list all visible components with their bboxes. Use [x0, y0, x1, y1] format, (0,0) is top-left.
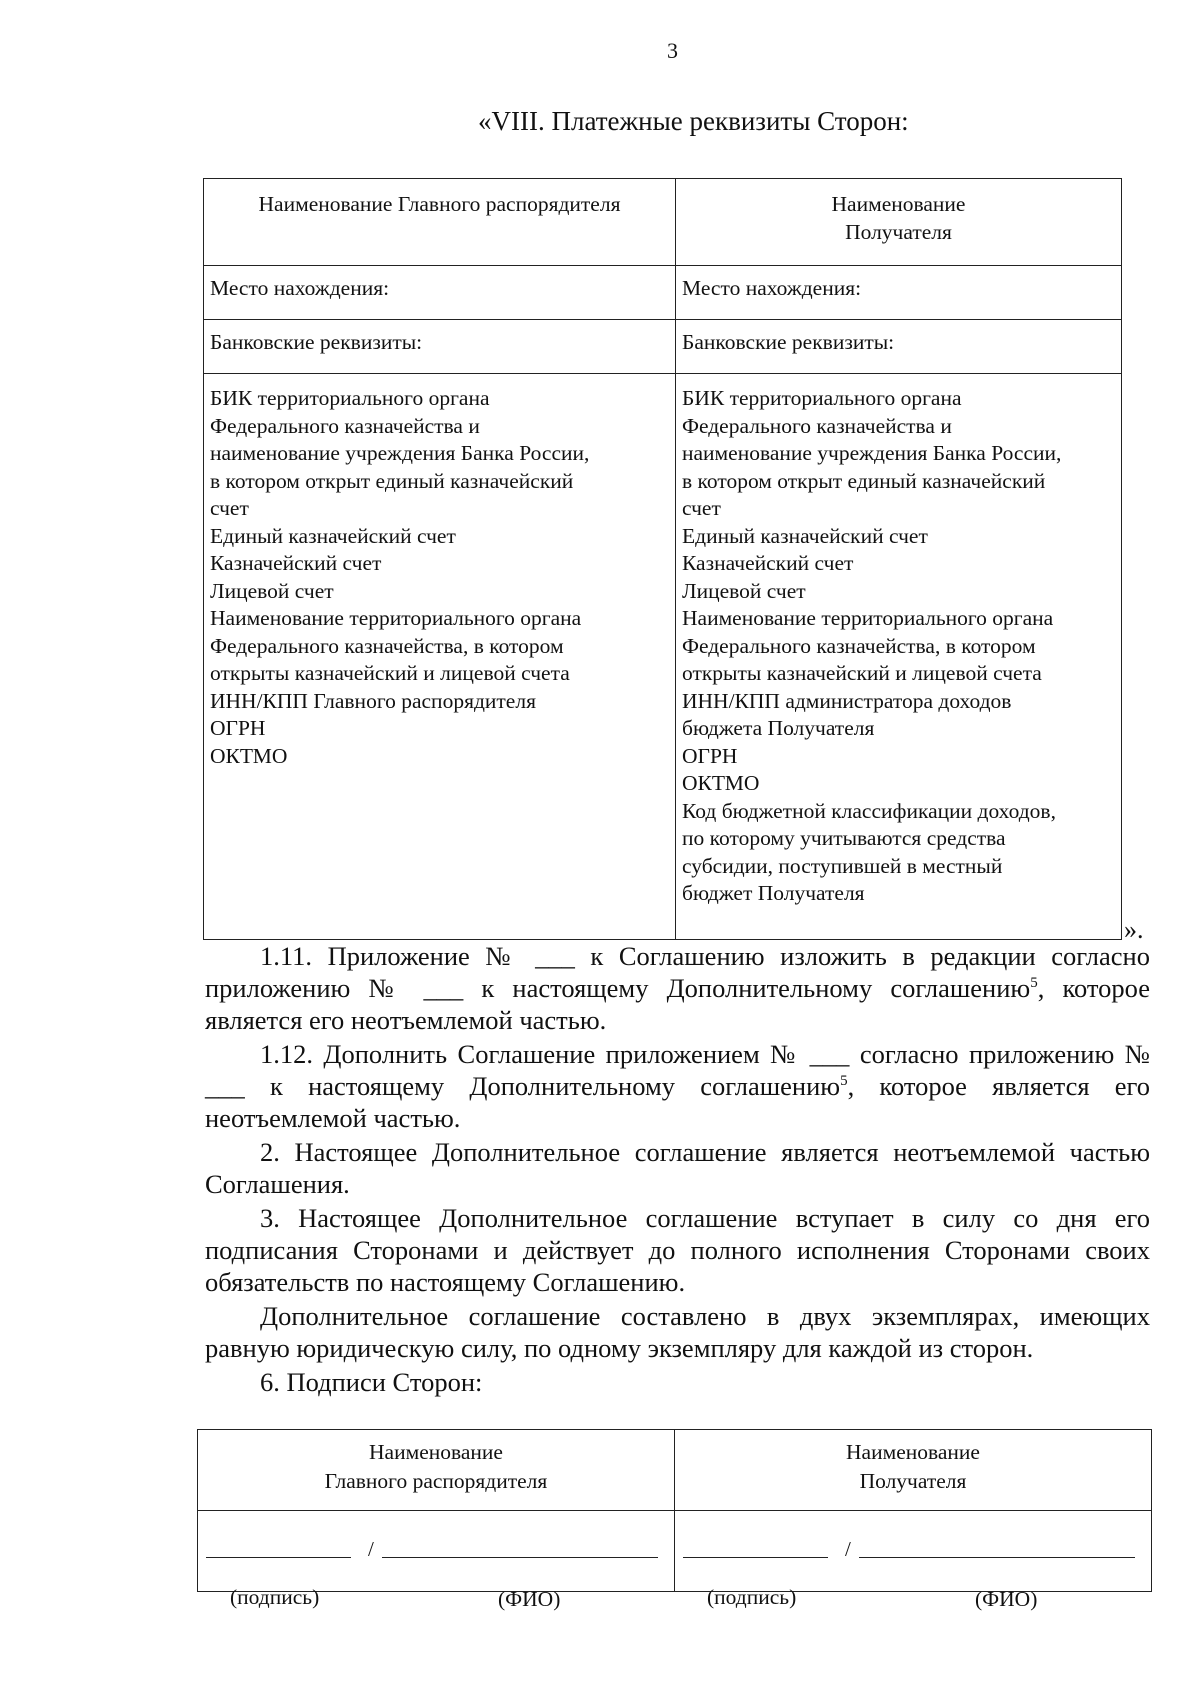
- table-row: [198, 1430, 1152, 1511]
- right-bank-label: Банковские реквизиты:: [676, 320, 1122, 374]
- paragraph-2: 2. Настоящее Дополнительное соглашение является неотъемлемой частью Соглашения.: [205, 1137, 1150, 1199]
- signature-line[interactable]: [206, 1557, 351, 1558]
- footnote-ref: 5: [1030, 975, 1038, 992]
- right-detail-line: в котором открыт единый казначейский: [682, 468, 1046, 493]
- right-detail-line: Код бюджетной классификации доходов,: [682, 798, 1056, 823]
- right-bank-details: [676, 374, 1122, 940]
- paragraph-1-12: [205, 1038, 1150, 1134]
- left-signature-cell: [198, 1511, 675, 1611]
- right-party-header: [676, 179, 1122, 266]
- left-detail-line: ОКТМО: [210, 743, 288, 768]
- left-detail-line: Лицевой счет: [210, 578, 334, 603]
- right-party-header-line: Наименование: [831, 192, 966, 216]
- left-signatory-header: [198, 1430, 675, 1511]
- table-row: [204, 266, 1122, 320]
- right-detail-line: счет: [682, 496, 721, 520]
- separator-slash: /: [845, 1537, 851, 1561]
- left-party-header-label: Наименование Главного распорядителя: [258, 192, 621, 216]
- right-detail-line: наименование учреждения Банка России,: [682, 441, 1062, 465]
- name-line[interactable]: [382, 1557, 658, 1558]
- closing-quote: ».: [1124, 915, 1144, 944]
- right-signature-lines: [683, 1537, 1135, 1611]
- left-detail-line: БИК территориального органа: [210, 386, 490, 410]
- signature-line[interactable]: [683, 1557, 828, 1558]
- paragraph-4: Дополнительное соглашение составлено в двух экземплярах, имеющих равную юридическую силу, по одному экземпляру для каждой из сторон.: [205, 1301, 1150, 1363]
- right-location: Место нахождения:: [676, 266, 1122, 320]
- signature-caption: (подпись): [230, 1585, 320, 1609]
- right-detail-line: субсидии, поступившей в местный: [682, 853, 1003, 878]
- paragraph-text: , которое является его неотъемлемой частью.: [205, 1071, 1150, 1133]
- right-detail-line: Наименование территориального органа: [682, 606, 1054, 630]
- left-bank-label: Банковские реквизиты:: [204, 320, 676, 374]
- left-detail-line: ИНН/КПП Главного распорядителя: [210, 688, 536, 713]
- left-detail-line: открыты казначейский и лицевой счета: [210, 661, 570, 685]
- section-title: «VIII. Платежные реквизиты Сторон:: [478, 106, 909, 136]
- left-detail-line: наименование учреждения Банка России,: [210, 441, 590, 465]
- table-row: [204, 179, 1122, 266]
- payment-requisites-table: [203, 178, 1122, 940]
- name-caption: (ФИО): [498, 1587, 561, 1611]
- paragraph-text: 1.12. Дополнить Соглашение приложением № ___ согласно приложению № ___ к настоящему Дополнительному соглашению: [205, 1039, 1150, 1101]
- right-detail-line: ОГРН: [682, 743, 738, 768]
- left-signatory-header-line: Наименование: [369, 1440, 503, 1464]
- right-party-header-line: Получателя: [845, 219, 952, 244]
- right-signatory-header-line: Наименование: [846, 1440, 980, 1464]
- right-detail-line: Федерального казначейства, в котором: [682, 633, 1036, 658]
- right-detail-line: Единый казначейский счет: [682, 523, 928, 548]
- left-detail-line: счет: [210, 496, 249, 520]
- left-detail-line: Наименование территориального органа: [210, 606, 582, 630]
- left-detail-line: ОГРН: [210, 716, 266, 740]
- signatures-table: [197, 1429, 1152, 1611]
- right-detail-line: бюджета Получателя: [682, 716, 875, 740]
- name-line[interactable]: [859, 1557, 1135, 1558]
- paragraph-3: 3. Настоящее Дополнительное соглашение вступает в силу со дня его подписания Сторонами и действует до полного исполнения Сторонами своих обязательств по настоящему Соглашению.: [205, 1203, 1150, 1297]
- paragraph-6: 6. Подписи Сторон:: [260, 1367, 483, 1397]
- right-signature-cell: [675, 1511, 1152, 1611]
- table-row: [198, 1511, 1152, 1592]
- right-detail-line: открыты казначейский и лицевой счета: [682, 661, 1042, 685]
- left-detail-line: в котором открыт единый казначейский: [210, 468, 574, 493]
- table-row: [204, 320, 1122, 374]
- right-signatory-header-line: Получателя: [859, 1469, 967, 1493]
- signature-caption: (подпись): [707, 1585, 797, 1609]
- right-detail-line: по которому учитываются средства: [682, 826, 1006, 850]
- agreement-body: [205, 940, 1150, 1398]
- left-party-header: [204, 179, 676, 266]
- name-caption: (ФИО): [975, 1587, 1038, 1611]
- separator-slash: /: [368, 1537, 374, 1561]
- right-signatory-header: [675, 1430, 1152, 1511]
- left-bank-details: [204, 374, 676, 940]
- footnote-ref: 5: [840, 1073, 848, 1090]
- right-detail-line: БИК территориального органа: [682, 386, 962, 410]
- right-detail-line: Федерального казначейства и: [682, 413, 952, 438]
- left-detail-line: Федерального казначейства, в котором: [210, 633, 564, 658]
- right-detail-line: бюджет Получателя: [682, 881, 865, 905]
- paragraph-text: , которое является его неотъемлемой частью.: [205, 973, 1150, 1035]
- left-detail-line: Федерального казначейства и: [210, 413, 480, 438]
- table-row: [204, 374, 1122, 940]
- left-detail-line: Единый казначейский счет: [210, 523, 456, 548]
- left-signature-lines: [206, 1537, 658, 1611]
- right-detail-line: Лицевой счет: [682, 578, 806, 603]
- page-number: 3: [667, 38, 678, 63]
- paragraph-1-11: [205, 940, 1150, 1036]
- left-location: Место нахождения:: [204, 266, 676, 320]
- right-detail-line: Казначейский счет: [682, 551, 854, 575]
- left-signatory-header-line: Главного распорядителя: [324, 1469, 548, 1493]
- right-detail-line: ОКТМО: [682, 771, 760, 795]
- left-detail-line: Казначейский счет: [210, 551, 382, 575]
- right-detail-line: ИНН/КПП администратора доходов: [682, 688, 1012, 713]
- paragraph-text: 1.11. Приложение № ___ к Соглашению изложить в редакции согласно приложению № ___ к настоящему Дополнительному соглашению: [205, 941, 1150, 1003]
